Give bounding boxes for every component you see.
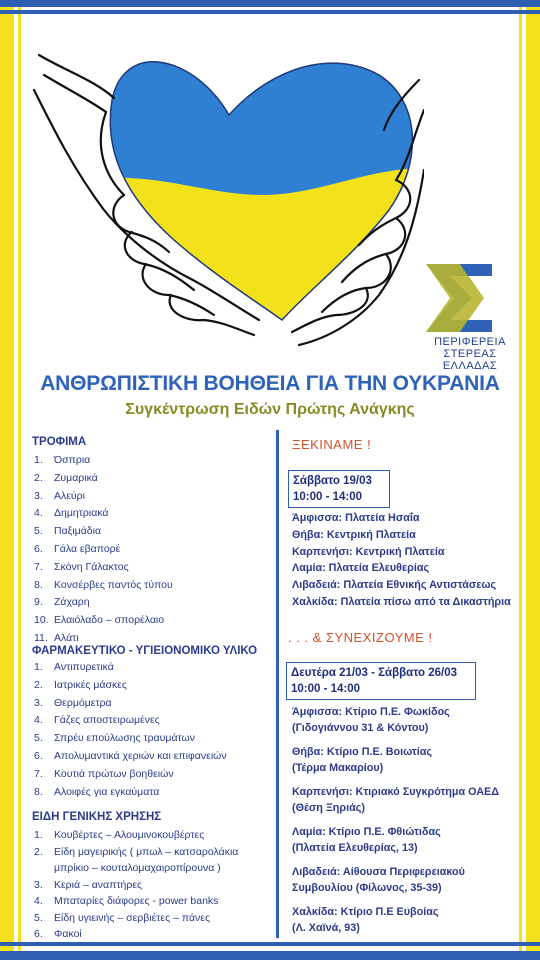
- item-number: 5.: [34, 911, 43, 924]
- right-yellow-stripe: [519, 0, 522, 960]
- item-text: Αλάτι: [54, 631, 79, 644]
- item-number: 1.: [34, 829, 43, 841]
- food-list: [34, 452, 173, 648]
- food-list-item: [34, 470, 173, 488]
- item-text: Απολυμαντικά χεριών και επιφανειών: [54, 749, 227, 762]
- place-address: (Πλατεία Ελευθερίας, 13): [292, 841, 418, 854]
- start-heading: ΞΕΚΙΝΑΜΕ !: [292, 437, 372, 452]
- item-number: 4.: [34, 714, 43, 727]
- item-text: Κονσέρβες παντός τύπου: [54, 578, 173, 591]
- food-list-item: [34, 559, 173, 577]
- place-name: Λιβαδειά: Αίθουσα Περιφερειακού: [292, 866, 465, 878]
- continue-heading: . . . & ΣΥΝΕΧΙΖΟΥΜΕ !: [288, 630, 433, 645]
- food-heading: ΤΡΟΦΙΜΑ: [32, 436, 87, 448]
- food-list-item: [34, 505, 173, 523]
- start-place: Χαλκίδα: Πλατεία πίσω από τα Δικαστήρια: [292, 595, 511, 608]
- item-text: Ζυμαρικά: [54, 471, 98, 484]
- pharma-list-item: [34, 677, 227, 695]
- place-address: (Λ. Χαϊνά, 93): [292, 921, 360, 934]
- right-yellow-border: [526, 0, 540, 960]
- continue-place: [292, 825, 441, 856]
- general-list-item: [34, 844, 238, 861]
- poster-subtitle: Συγκέντρωση Ειδών Πρώτης Ανάγκης: [125, 401, 415, 418]
- poster-title: ΑΝΘΡΩΠΙΣΤΙΚΗ ΒΟΗΘΕΙΑ ΓΙΑ ΤΗΝ ΟΥΚΡΑΝΙΑ: [40, 372, 500, 395]
- item-number: 5.: [34, 525, 43, 538]
- start-place: Άμφισσα: Πλατεία Ησαΐα: [292, 512, 420, 524]
- place-name: Λαμία: Κτίριο Π.Ε. Φθιώτιδας: [292, 826, 441, 838]
- place-name: Καρπενήσι: Κτιριακό Συγκρότημα ΟΑΕΔ: [292, 786, 500, 798]
- start-time: 10:00 - 14:00: [293, 491, 363, 503]
- logo-text-line3: ΕΛΛΑΔΑΣ: [442, 360, 498, 372]
- item-number: 2.: [34, 845, 43, 858]
- continue-date-box: [286, 662, 476, 700]
- item-text: Δημητριακά: [54, 507, 109, 520]
- item-number: 8.: [34, 785, 43, 798]
- continue-time: 10:00 - 14:00: [291, 683, 361, 695]
- continue-place: [292, 745, 432, 776]
- pharma-list-item: [34, 695, 227, 713]
- heart-in-hands-illustration: [24, 20, 424, 360]
- item-number: 3.: [34, 878, 43, 891]
- general-list-item: [34, 893, 238, 910]
- continue-place: [292, 785, 499, 816]
- start-date-box: [288, 470, 390, 508]
- item-text: Μπαταρίες διάφορες - power banks: [54, 895, 219, 907]
- continue-place: [292, 705, 450, 736]
- food-list-item: [34, 452, 173, 470]
- food-list-item: [34, 541, 173, 559]
- logo-text-line2: ΣΤΕΡΕΑΣ: [443, 348, 497, 360]
- pharma-heading: ΦΑΡΜΑΚΕΥΤΙΚΟ - ΥΓΙΕΙΟΝΟΜΙΚΟ ΥΛΙΚΟ: [32, 645, 258, 657]
- pharma-list-item: [34, 712, 227, 730]
- start-place: Καρπενήσι: Κεντρική Πλατεία: [292, 545, 445, 558]
- item-number: 6.: [34, 749, 43, 762]
- pharma-list-item: [34, 766, 227, 784]
- item-number: 4.: [34, 895, 43, 907]
- item-number: 5.: [34, 732, 43, 745]
- place-name: Άμφισσα: Κτίριο Π.Ε. Φωκίδος: [292, 706, 450, 718]
- food-list-item: [34, 488, 173, 506]
- item-text: Ζάχαρη: [54, 596, 90, 609]
- pharma-list: [34, 659, 227, 801]
- item-text: Θερμόμετρα: [54, 696, 112, 709]
- item-text: Σπρέυ επούλωσης τραυμάτων: [54, 732, 195, 745]
- item-text: Γάζες αποστειρωμένες: [54, 714, 160, 727]
- item-text: Κουτιά πρώτων βοηθειών: [54, 767, 174, 780]
- item-number: 6.: [34, 542, 43, 555]
- item-number: 4.: [34, 507, 43, 520]
- place-address: Συμβουλίου (Φίλωνος, 35-39): [292, 881, 442, 894]
- item-text: Ιατρικές μάσκες: [54, 678, 127, 691]
- general-list-item: [34, 877, 238, 894]
- general-list: [34, 827, 238, 943]
- pharma-list-item: [34, 748, 227, 766]
- item-number: 7.: [34, 560, 43, 573]
- item-number: 1.: [34, 454, 43, 466]
- item-number: 2.: [34, 471, 43, 484]
- item-number: 3.: [34, 489, 43, 502]
- general-list-item: [34, 926, 238, 943]
- food-list-item: [34, 612, 173, 630]
- logo-text-line1: ΠΕΡΙΦΕΡΕΙΑ: [434, 336, 506, 348]
- item-number: 8.: [34, 578, 43, 591]
- continue-place: [292, 905, 438, 936]
- general-list-item: [34, 827, 238, 844]
- item-text: μπρίκιο – κουταλομαχαιροπίρουνα ): [54, 862, 221, 874]
- place-address: (Θέση Ξηριάς): [292, 801, 365, 814]
- general-list-item: [34, 910, 238, 927]
- general-heading: ΕΙΔΗ ΓΕΝΙΚΗΣ ΧΡΗΣΗΣ: [32, 811, 162, 823]
- item-text: Είδη υγιεινής – σερβιέτες – πάνες: [54, 911, 211, 924]
- start-place: Λιβαδειά: Πλατεία Εθνικής Αντιστάσεως: [292, 579, 497, 592]
- start-place: Θήβα: Κεντρική Πλατεία: [292, 528, 416, 541]
- start-date: Σάββατο 19/03: [293, 475, 372, 487]
- pharma-list-item: [34, 784, 227, 802]
- item-number: 11.: [34, 631, 48, 644]
- top-blue-stripe: [0, 10, 540, 14]
- column-divider: [276, 430, 279, 938]
- item-text: Φακοί: [54, 928, 82, 940]
- item-text: Αλοιφές για εγκαύματα: [54, 785, 160, 798]
- left-yellow-stripe: [18, 0, 21, 960]
- item-text: Είδη μαγειρικής ( μπωλ – κατσαρολάκια: [54, 845, 239, 858]
- place-name: Χαλκίδα: Κτίριο Π.Ε Ευβοίας: [292, 906, 439, 918]
- food-list-item: [34, 594, 173, 612]
- food-list-item: [34, 577, 173, 595]
- item-text: Σκόνη Γάλακτος: [54, 560, 129, 573]
- item-text: Αλεύρι: [54, 489, 85, 502]
- pharma-list-item: [34, 730, 227, 748]
- item-text: Όσπρια: [54, 454, 91, 466]
- item-number: 7.: [34, 767, 43, 780]
- left-yellow-border: [0, 0, 14, 960]
- start-places-list: [292, 510, 511, 611]
- continue-place: [292, 865, 465, 896]
- item-number: 9.: [34, 596, 43, 609]
- top-blue-border: [0, 0, 540, 7]
- place-address: (Γιδογιάννου 31 & Κόντου): [292, 721, 429, 734]
- item-number: 2.: [34, 678, 43, 691]
- bottom-blue-border: [0, 951, 540, 960]
- item-text: Γάλα εβαπορέ: [54, 542, 121, 555]
- general-list-item: [34, 860, 238, 877]
- continue-date: Δευτέρα 21/03 - Σάββατο 26/03: [291, 667, 458, 679]
- bottom-blue-stripe: [0, 942, 540, 946]
- start-place: Λαμία: Πλατεία Ελευθερίας: [292, 562, 430, 575]
- item-text: Ελαιόλαδο – σπορέλαιο: [54, 614, 165, 627]
- item-text: Παξιμάδια: [54, 525, 102, 538]
- pharma-list-item: [34, 659, 227, 677]
- item-number: 6.: [34, 928, 43, 940]
- food-list-item: [34, 523, 173, 541]
- item-text: Κεριά – αναπτήρες: [54, 878, 143, 891]
- item-text: Κουβέρτες – Αλουμινοκουβέρτες: [54, 829, 205, 841]
- item-number: 10.: [34, 614, 49, 627]
- item-number: 1.: [34, 661, 43, 673]
- place-address: (Τέρμα Μακαρίου): [292, 761, 384, 774]
- place-name: Θήβα: Κτίριο Π.Ε. Βοιωτίας: [292, 746, 432, 758]
- item-number: 3.: [34, 696, 43, 709]
- item-text: Αντιπυρετικά: [54, 661, 114, 673]
